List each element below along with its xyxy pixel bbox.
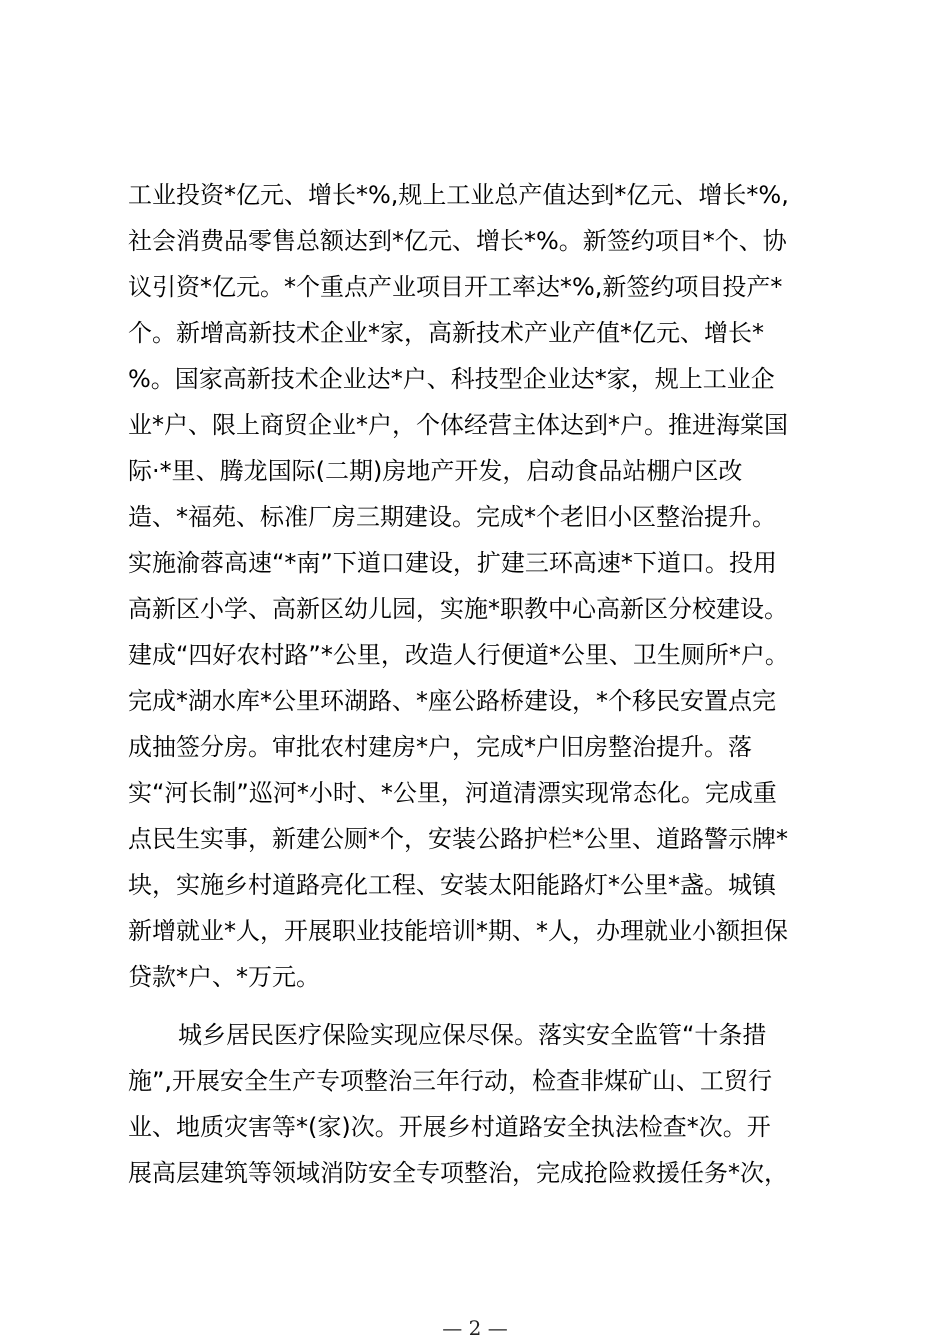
document-body bbox=[128, 172, 838, 1196]
text-line: 施”,开展安全生产专项整治三年行动，检查非煤矿山、工贸行 bbox=[128, 1067, 773, 1095]
text-line: 块，实施乡村道路亮化工程、安装太阳能路灯*公里*盏。城镇 bbox=[128, 871, 776, 899]
text-line: 新增就业*人，开展职业技能培训*期、*人，办理就业小额担保 bbox=[128, 917, 788, 945]
text-line: 展高层建筑等领域消防安全专项整治，完成抢险救援任务*次， bbox=[128, 1159, 788, 1187]
text-line: 造、*福苑、标准厂房三期建设。完成*个老旧小区整治提升。 bbox=[128, 503, 776, 531]
text-line: 业、地质灾害等*(家)次。开展乡村道路安全执法检查*次。开 bbox=[128, 1113, 771, 1141]
paragraph-1 bbox=[128, 172, 838, 1000]
text-line: 贷款*户、*万元。 bbox=[128, 963, 320, 991]
text-line: 城乡居民医疗保险实现应保尽保。落实安全监管“十条措 bbox=[178, 1021, 767, 1049]
text-line: 业*户、限上商贸企业*户，个体经营主体达到*户。推进海棠国 bbox=[128, 411, 788, 439]
paragraph-2 bbox=[128, 1012, 838, 1196]
text-line: 高新区小学、高新区幼儿园，实施*职教中心高新区分校建设。 bbox=[128, 595, 788, 623]
text-line: 实施渝蓉高速“*南”下道口建设，扩建三环高速*下道口。投用 bbox=[128, 549, 777, 577]
text-line: 议引资*亿元。*个重点产业项目开工率达*%,新签约项目投产* bbox=[128, 273, 783, 301]
text-line: 际·*里、腾龙国际(二期)房地产开发，启动食品站棚户区改 bbox=[128, 457, 743, 485]
text-line: 个。新增高新技术企业*家，高新技术产业产值*亿元、增长* bbox=[128, 319, 764, 347]
text-line: 点民生实事，新建公厕*个，安装公路护栏*公里、道路警示牌* bbox=[128, 825, 788, 853]
text-line: 社会消费品零售总额达到*亿元、增长*%。新签约项目*个、协 bbox=[128, 227, 787, 255]
text-line: 建成“四好农村路”*公里，改造人行便道*公里、卫生厕所*户。 bbox=[128, 641, 789, 669]
page-number: — 2 — bbox=[442, 1316, 508, 1340]
text-line: 完成*湖水库*公里环湖路、*座公路桥建设，*个移民安置点完 bbox=[128, 687, 776, 715]
text-line: 实“河长制”巡河*小时、*公里，河道清漂实现常态化。完成重 bbox=[128, 779, 777, 807]
text-line: %。国家高新技术企业达*户、科技型企业达*家，规上工业企 bbox=[128, 365, 775, 393]
text-line: 工业投资*亿元、增长*%,规上工业总产值达到*亿元、增长*%, bbox=[128, 181, 789, 209]
text-line: 成抽签分房。审批农村建房*户，完成*户旧房整治提升。落 bbox=[128, 733, 752, 761]
